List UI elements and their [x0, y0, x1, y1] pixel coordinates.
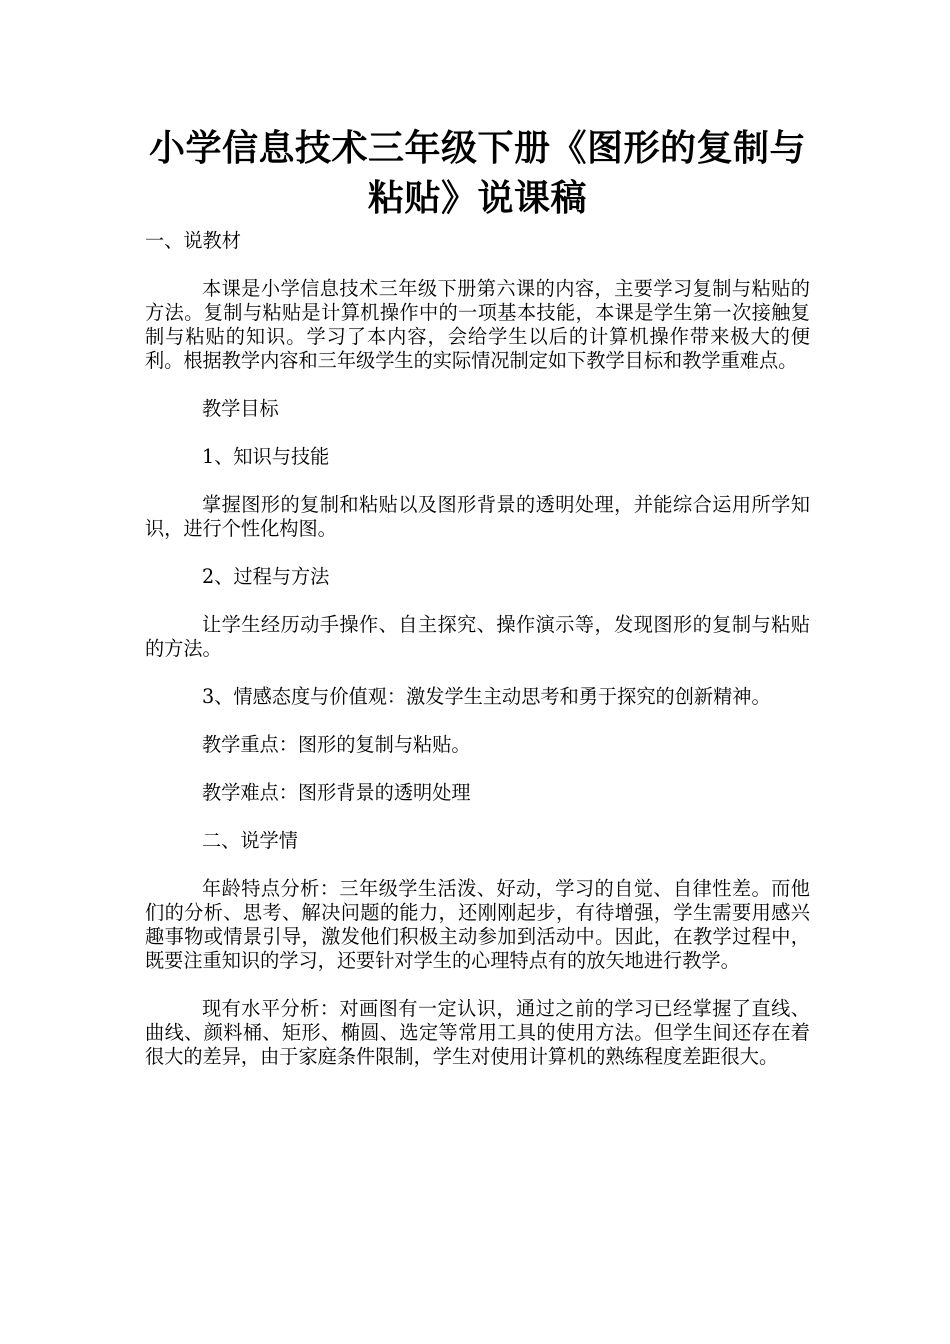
heading-teaching-goals: 教学目标 — [202, 397, 279, 420]
paragraph-knowledge-skills: 掌握图形的复制和粘贴以及图形背景的透明处理，并能综合运用所学知识，进行个性化构图。 — [145, 493, 810, 540]
section-heading-learners: 二、说学情 — [202, 829, 298, 852]
paragraph-key-point: 教学重点：图形的复制与粘贴。 — [202, 733, 471, 756]
document-body — [145, 229, 810, 1069]
paragraph-age-analysis: 年龄特点分析：三年级学生活泼、好动，学习的自觉、自律性差。而他们的分析、思考、解决问题的能力，还刚刚起步，有待增强，学生需要用感兴趣事物或情景引导，激发他们积极主动参加到活动中。因此，在教学过程中，既要注重知识的学习，还要针对学生的心理特点有的放矢地进行教学。 — [145, 877, 810, 972]
paragraph-emotion-values: 3、情感态度与价值观：激发学生主动思考和勇于探究的创新精神。 — [202, 685, 771, 708]
paragraph-difficult-point: 教学难点：图形背景的透明处理 — [202, 781, 471, 804]
document-page — [145, 124, 810, 1069]
heading-knowledge-skills: 1、知识与技能 — [202, 445, 330, 468]
section-heading-textbook: 一、说教材 — [145, 229, 241, 252]
heading-process-methods: 2、过程与方法 — [202, 565, 330, 588]
paragraph-textbook-intro: 本课是小学信息技术三年级下册第六课的内容，主要学习复制与粘贴的方法。复制与粘贴是计算机操作中的一项基本技能，本课是学生第一次接触复制与粘贴的知识。学习了本内容，会给学生以后的计算机操作带来极大的便利。根据教学内容和三年级学生的实际情况制定如下教学目标和教学重难点。 — [145, 277, 810, 372]
paragraph-level-analysis: 现有水平分析：对画图有一定认识，通过之前的学习已经掌握了直线、曲线、颜料桶、矩形、椭圆、选定等常用工具的使用方法。但学生间还存在着很大的差异，由于家庭条件限制，学生对使用计算机的熟练程度差距很大。 — [145, 997, 810, 1068]
document-title: 小学信息技术三年级下册《图形的复制与粘贴》说课稿 — [148, 128, 806, 219]
paragraph-process-methods: 让学生经历动手操作、自主探究、操作演示等，发现图形的复制与粘贴的方法。 — [145, 613, 810, 660]
